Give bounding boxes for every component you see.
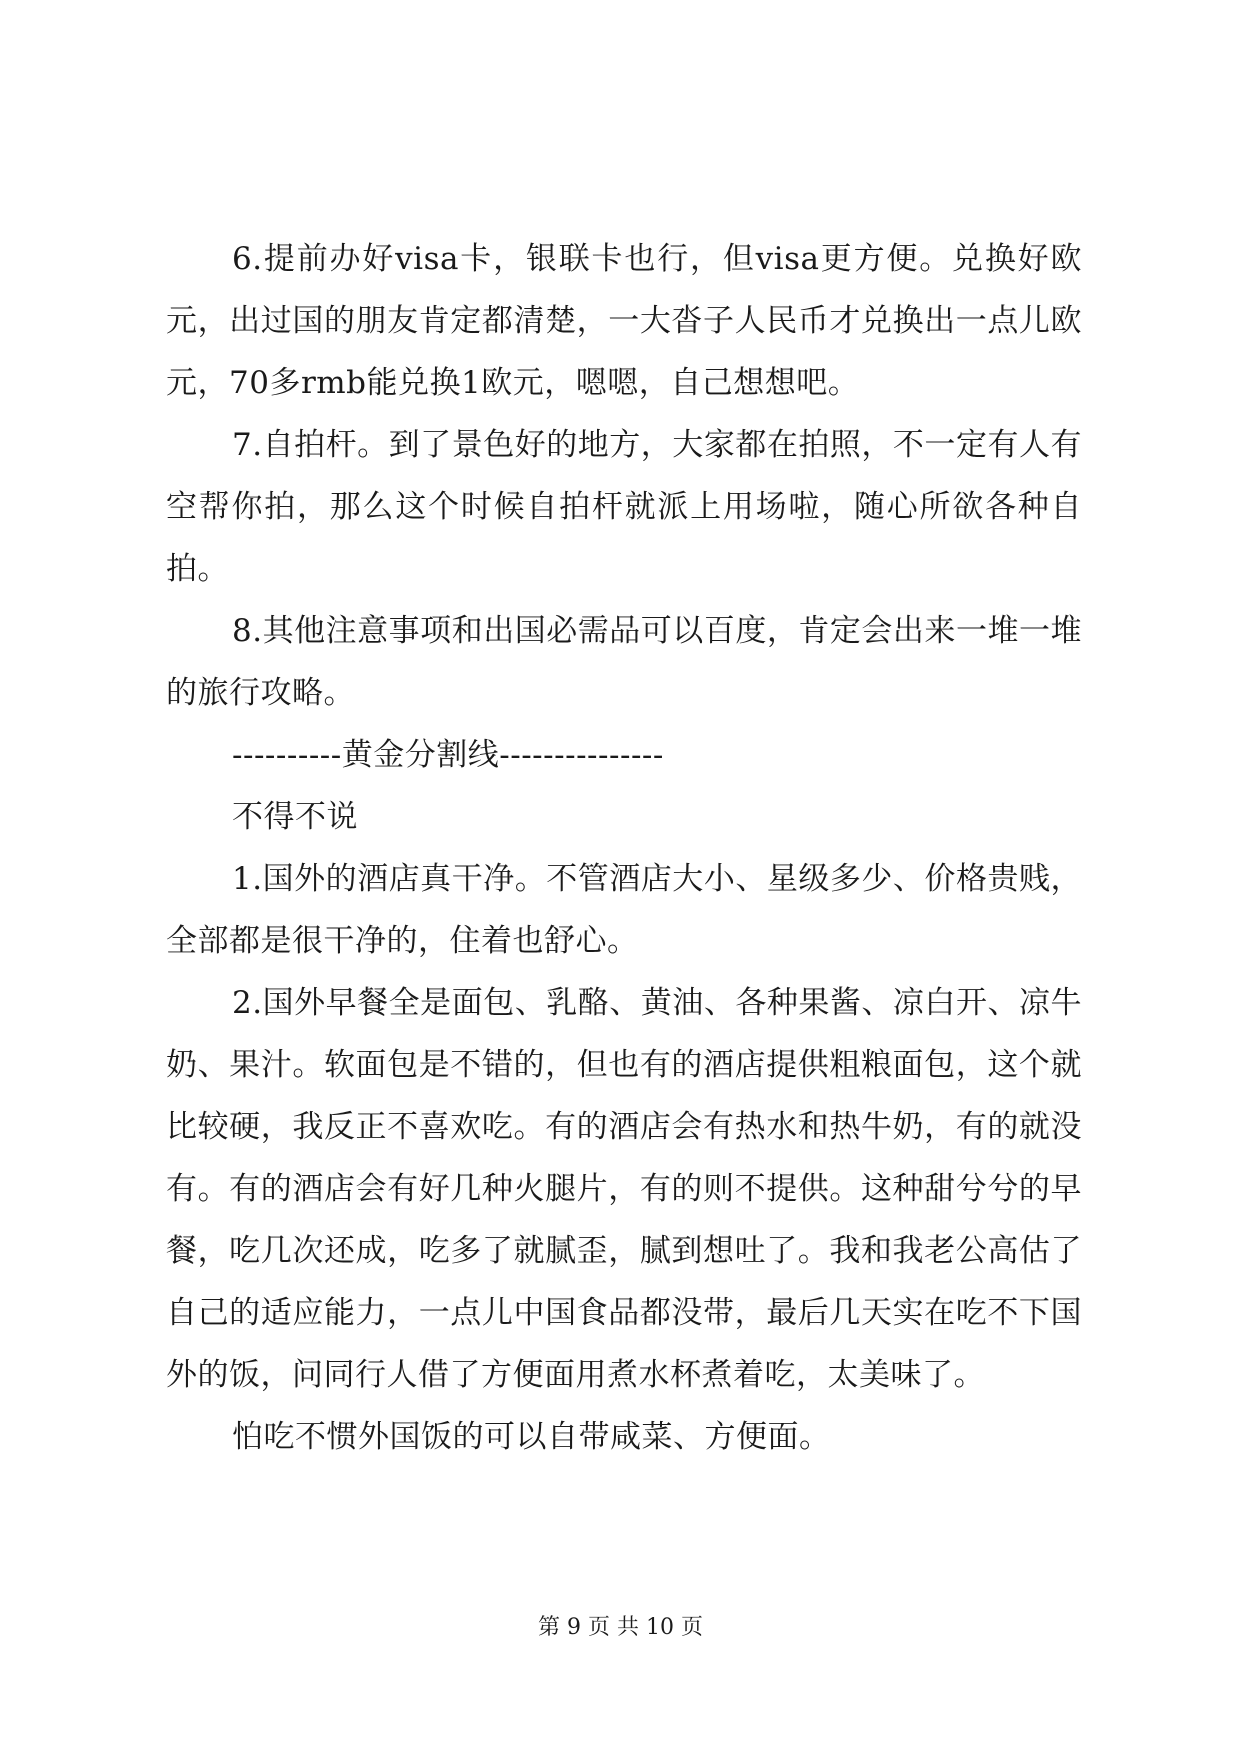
document-body <box>166 228 1082 1468</box>
page-footer <box>0 1614 1241 1642</box>
section-divider: ----------黄金分割线--------------- <box>232 737 664 773</box>
page-number: 第 9 页 共 10 页 <box>538 1615 703 1640</box>
paragraph-item-2-breakfast: 2.国外早餐全是面包、乳酪、黄油、各种果酱、凉白开、凉牛奶、果汁。软面包是不错的，但也有的酒店提供粗粮面包，这个就比较硬，我反正不喜欢吃。有的酒店会有热水和热牛奶，有的就没有。有的酒店会有好几种火腿片，有的则不提供。这种甜兮兮的早餐，吃几次还成，吃多了就腻歪，腻到想吐了。我和我老公高估了自己的适应能力，一点儿中国食品都没带，最后几天实在吃不下国外的饭，问同行人借了方便面用煮水杯煮着吃，太美味了。 <box>166 985 1082 1393</box>
paragraph-item-1-hotels: 1.国外的酒店真干净。不管酒店大小、星级多少、价格贵贱，全部都是很干净的，住着也舒心。 <box>166 861 1082 959</box>
paragraph-item-7-selfie-stick: 7.自拍杆。到了景色好的地方，大家都在拍照，不一定有人有空帮你拍，那么这个时候自拍杆就派上用场啦，随心所欲各种自拍。 <box>166 427 1082 587</box>
section-heading: 不得不说 <box>232 799 358 835</box>
paragraph-tip: 怕吃不惯外国饭的可以自带咸菜、方便面。 <box>232 1419 831 1455</box>
paragraph-item-6-visa: 6.提前办好visa卡，银联卡也行，但visa更方便。兑换好欧元，出过国的朋友肯定都清楚，一大沓子人民币才兑换出一点儿欧元，70多rmb能兑换1欧元，嗯嗯，自己想想吧。 <box>166 241 1082 401</box>
paragraph-item-8-other-notes: 8.其他注意事项和出国必需品可以百度，肯定会出来一堆一堆的旅行攻略。 <box>166 613 1082 711</box>
